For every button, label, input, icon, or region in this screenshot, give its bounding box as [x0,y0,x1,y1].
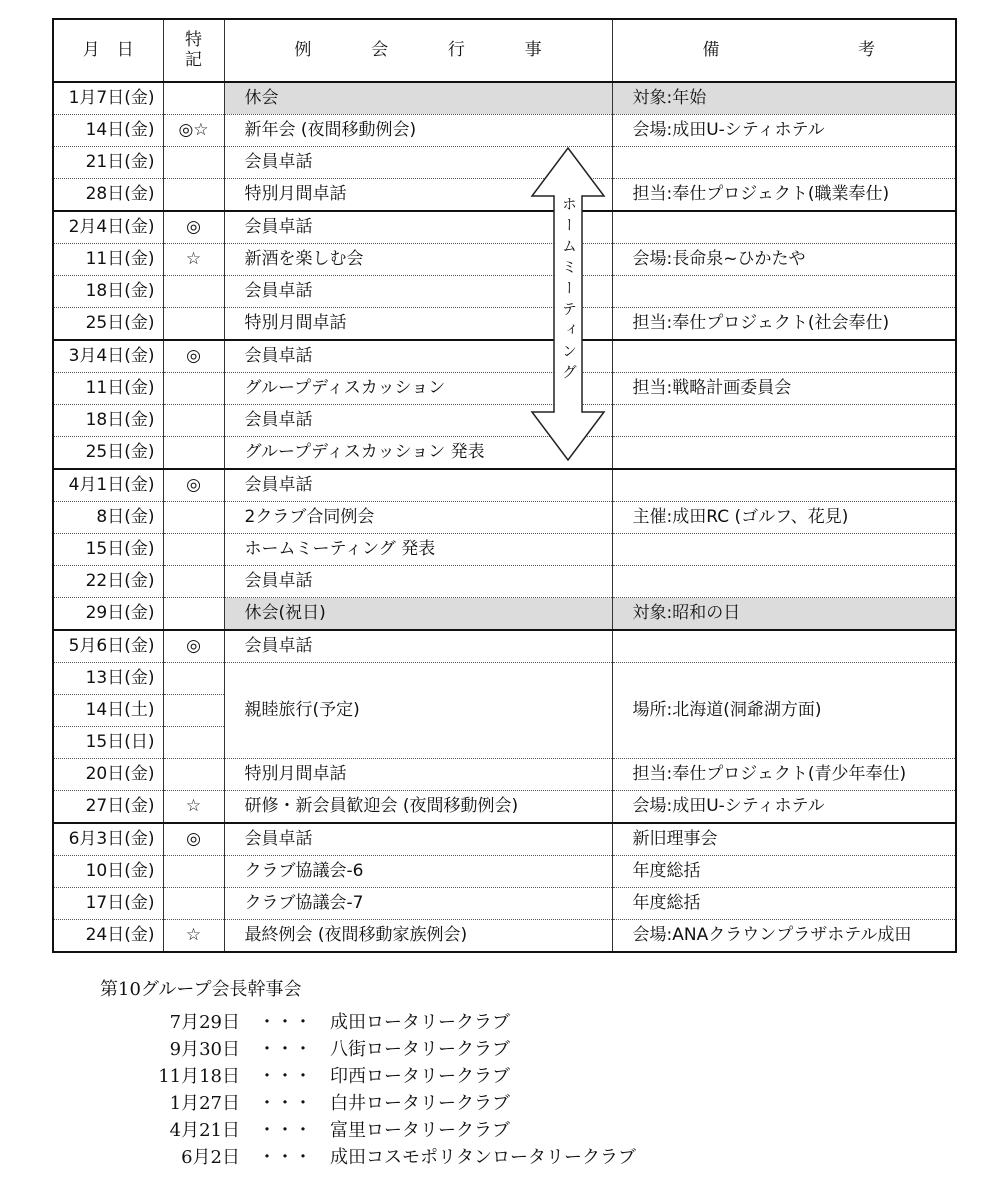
group-meeting-section [100,975,800,1169]
table-row [53,566,956,598]
list-item [100,1007,800,1034]
home-meeting-label: ホームミーティング [560,196,578,385]
table-row [53,211,956,244]
header-note [612,19,956,82]
row-date: 18日(金) [53,276,163,308]
meeting-date: 1月27日 [169,1092,240,1114]
host-club: 印西ロータリークラブ [330,1065,510,1087]
table-row [53,437,956,470]
row-note [612,469,956,502]
row-event: 会員卓話 [224,405,612,437]
meeting-date: 4月21日 [169,1119,240,1141]
row-date: 14日(土) [53,695,163,727]
group-meeting-list [100,1007,800,1169]
meeting-date: 9月30日 [169,1038,240,1060]
row-event: 2クラブ合同例会 [224,502,612,534]
row-date: 15日(日) [53,727,163,759]
row-note [612,534,956,566]
list-item [100,1088,800,1115]
row-note: 新旧理事会 [612,823,956,856]
host-club: 成田ロータリークラブ [330,1011,510,1033]
host-club: 八街ロータリークラブ [330,1038,510,1060]
row-event: グループディスカッション [224,373,612,405]
table-row [53,405,956,437]
table-row [53,244,956,276]
row-mark [163,598,224,631]
row-mark: ☆ [163,244,224,276]
row-date: 18日(金) [53,405,163,437]
row-event: 親睦旅行(予定) [224,663,612,759]
row-note [612,630,956,663]
row-event: 会員卓話 [224,823,612,856]
table-row [53,82,956,115]
header-note-char: 考 [858,40,875,60]
row-note: 年度総括 [612,888,956,920]
row-mark [163,405,224,437]
row-event: 研修・新会員歓迎会 (夜間移動例会) [224,791,612,824]
header-event [224,19,612,82]
header-date: 月 日 [53,19,163,82]
row-event: 特別月間卓話 [224,308,612,341]
row-date: 24日(金) [53,920,163,953]
row-date: 17日(金) [53,888,163,920]
row-note [612,211,956,244]
table-header-row [53,19,956,82]
table-row [53,888,956,920]
header-event-char: 事 [524,40,542,60]
row-event: グループディスカッション 発表 [224,437,612,470]
row-event: 会員卓話 [224,469,612,502]
dots-separator: ・・・ [258,1119,312,1141]
row-mark [163,308,224,341]
row-date: 11日(金) [53,244,163,276]
row-date: 21日(金) [53,147,163,179]
row-note: 会場:成田U-シティホテル [612,791,956,824]
row-date: 14日(金) [53,115,163,147]
row-event: 新酒を楽しむ会 [224,244,612,276]
row-mark: ◎ [163,211,224,244]
row-note [612,566,956,598]
row-note: 会場:ANAクラウンプラザホテル成田 [612,920,956,953]
header-event-char: 行 [447,40,465,60]
row-mark: ◎ [163,630,224,663]
meeting-date: 6月2日 [181,1146,240,1168]
schedule-table [52,18,957,953]
table-row [53,856,956,888]
row-mark [163,179,224,212]
row-event: クラブ協議会-7 [224,888,612,920]
row-mark: ◎ [163,340,224,373]
row-mark [163,534,224,566]
row-mark: ◎ [163,823,224,856]
row-note [612,437,956,470]
row-event: 会員卓話 [224,630,612,663]
row-date: 10日(金) [53,856,163,888]
row-note [612,340,956,373]
row-note: 担当:奉仕プロジェクト(職業奉仕) [612,179,956,212]
table-row [53,373,956,405]
row-mark [163,276,224,308]
row-event: 新年会 (夜間移動例会) [224,115,612,147]
row-note: 対象:昭和の日 [612,598,956,631]
table-row [53,663,956,695]
row-date: 27日(金) [53,791,163,824]
list-item [100,1034,800,1061]
row-date: 1月7日(金) [53,82,163,115]
row-event: 会員卓話 [224,276,612,308]
header-mark: 特記 [163,19,224,82]
row-date: 15日(金) [53,534,163,566]
host-club: 富里ロータリークラブ [330,1119,510,1141]
row-mark [163,437,224,470]
row-mark: ☆ [163,920,224,953]
row-date: 13日(金) [53,663,163,695]
table-row [53,598,956,631]
row-mark [163,888,224,920]
row-event: クラブ協議会-6 [224,856,612,888]
row-mark [163,759,224,791]
meeting-date: 7月29日 [169,1011,240,1033]
row-date: 5月6日(金) [53,630,163,663]
list-item [100,1142,800,1169]
row-date: 25日(金) [53,308,163,341]
table-row [53,276,956,308]
row-note: 会場:長命泉~ひかたや [612,244,956,276]
dots-separator: ・・・ [258,1146,312,1168]
row-event: 特別月間卓話 [224,759,612,791]
row-date: 28日(金) [53,179,163,212]
row-event: 会員卓話 [224,211,612,244]
host-club: 成田コスモポリタンロータリークラブ [330,1146,636,1168]
row-note: 年度総括 [612,856,956,888]
row-mark: ◎☆ [163,115,224,147]
row-date: 22日(金) [53,566,163,598]
row-mark [163,727,224,759]
table-row [53,920,956,953]
row-event: 会員卓話 [224,566,612,598]
row-date: 29日(金) [53,598,163,631]
row-event: 特別月間卓話 [224,179,612,212]
dots-separator: ・・・ [258,1065,312,1087]
table-row [53,759,956,791]
row-mark [163,373,224,405]
table-row [53,115,956,147]
table-row [53,534,956,566]
header-note-char: 備 [702,40,720,60]
row-mark [163,856,224,888]
row-event: 休会(祝日) [224,598,612,631]
dots-separator: ・・・ [258,1011,312,1033]
table-row [53,340,956,373]
table-row [53,791,956,824]
table-row [53,308,956,341]
host-club: 白井ロータリークラブ [330,1092,510,1114]
row-note: 担当:奉仕プロジェクト(青少年奉仕) [612,759,956,791]
row-note: 会場:成田U-シティホテル [612,115,956,147]
row-date: 6月3日(金) [53,823,163,856]
row-mark [163,147,224,179]
row-mark: ☆ [163,791,224,824]
row-note: 対象:年始 [612,82,956,115]
row-mark [163,663,224,695]
table-row [53,179,956,212]
row-date: 2月4日(金) [53,211,163,244]
row-mark [163,695,224,727]
row-date: 8日(金) [53,502,163,534]
table-row [53,502,956,534]
row-mark [163,566,224,598]
meeting-date: 11月18日 [158,1065,240,1087]
row-mark [163,82,224,115]
row-date: 4月1日(金) [53,469,163,502]
row-note: 場所:北海道(洞爺湖方面) [612,663,956,759]
dots-separator: ・・・ [258,1038,312,1060]
row-note: 担当:奉仕プロジェクト(社会奉仕) [612,308,956,341]
table-row [53,630,956,663]
header-event-char: 会 [371,40,389,60]
row-event: 休会 [224,82,612,115]
row-note: 主催:成田RC (ゴルフ、花見) [612,502,956,534]
list-item [100,1061,800,1088]
row-event: 会員卓話 [224,340,612,373]
row-date: 11日(金) [53,373,163,405]
row-mark: ◎ [163,469,224,502]
row-date: 3月4日(金) [53,340,163,373]
row-note: 担当:戦略計画委員会 [612,373,956,405]
row-note [612,405,956,437]
row-event: 最終例会 (夜間移動家族例会) [224,920,612,953]
list-item [100,1115,800,1142]
row-note [612,276,956,308]
header-event-char: 例 [294,40,312,60]
row-mark [163,502,224,534]
row-date: 25日(金) [53,437,163,470]
row-note [612,147,956,179]
table-row [53,147,956,179]
group-meeting-title: 第10グループ会長幹事会 [100,979,302,1000]
row-date: 20日(金) [53,759,163,791]
table-row [53,823,956,856]
row-event: ホームミーティング 発表 [224,534,612,566]
row-event: 会員卓話 [224,147,612,179]
table-row [53,469,956,502]
dots-separator: ・・・ [258,1092,312,1114]
